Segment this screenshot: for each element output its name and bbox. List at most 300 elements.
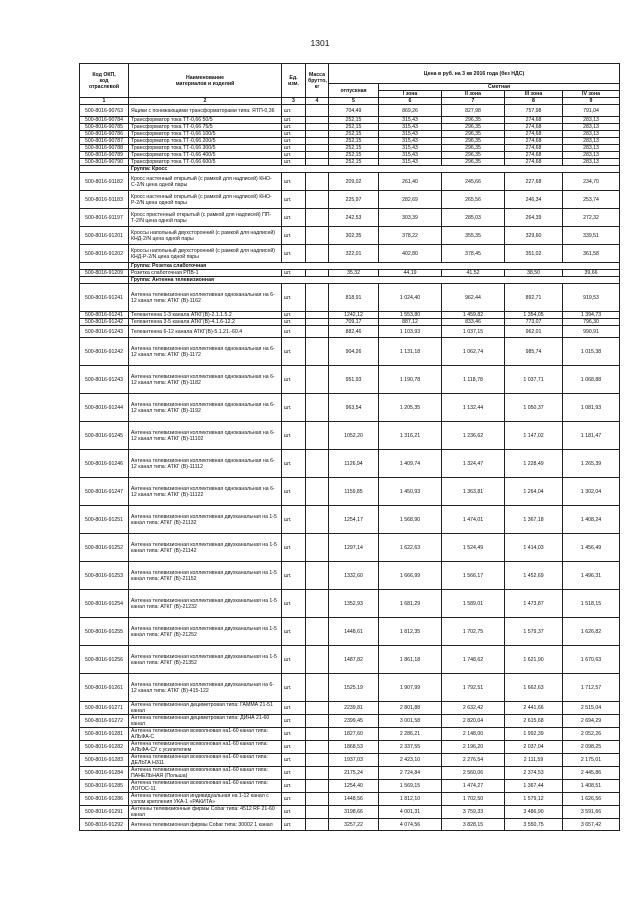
name-cell: Кроссы напольный двухсторонний (с рамкой для надписей) КНД-Р-2/N цена одной пары bbox=[129, 245, 282, 263]
zone3-price-cell: 246,34 bbox=[505, 191, 563, 209]
unit-cell: шт. bbox=[282, 117, 306, 124]
unit-cell: шт. bbox=[282, 105, 306, 117]
name-cell: Трансформатор тока ТТ-0,66 200/5 bbox=[129, 138, 282, 145]
zone4-price-cell: 361,58 bbox=[563, 245, 620, 263]
zone1-price-cell: 1 568,90 bbox=[379, 506, 442, 534]
zone1-price-cell: 1 681,29 bbox=[379, 590, 442, 618]
code-cell: 500-8016-90788 bbox=[80, 145, 129, 152]
unit-cell: шт. bbox=[282, 767, 306, 780]
code-cell: 500-8016-91254 bbox=[80, 590, 129, 618]
zone3-price-cell: 3 486,90 bbox=[505, 806, 563, 819]
zone2-price-cell: 2 196,20 bbox=[442, 741, 505, 754]
unit-cell: шт. bbox=[282, 270, 306, 277]
table-row bbox=[80, 338, 620, 366]
table-row bbox=[80, 646, 620, 674]
code-cell: 500-8016-90786 bbox=[80, 131, 129, 138]
zone1-price-cell: 261,40 bbox=[379, 173, 442, 191]
group-title: Группа: Розетка слаботочная bbox=[129, 263, 620, 270]
zone4-price-cell: 2 515,04 bbox=[563, 702, 620, 715]
zone1-price-cell: 282,69 bbox=[379, 191, 442, 209]
zone3-price-cell: 2 615,68 bbox=[505, 715, 563, 728]
code-cell: 500-8016-91197 bbox=[80, 209, 129, 227]
table-row bbox=[80, 728, 620, 741]
col-num: 6 bbox=[379, 98, 442, 105]
unit-cell: шт. bbox=[282, 209, 306, 227]
zone3-price-cell: 1 367,44 bbox=[505, 780, 563, 793]
name-cell: Кроссы напольный двухсторонний (с рамкой для надписей) КНД-2/N цена одной пары bbox=[129, 227, 282, 245]
zone3-price-cell: 1 414,03 bbox=[505, 534, 563, 562]
code-cell: 500-8016-91261 bbox=[80, 674, 129, 702]
mass-cell bbox=[306, 562, 329, 590]
zone2-price-cell: 296,35 bbox=[442, 159, 505, 166]
cell bbox=[80, 263, 129, 270]
zone3-price-cell: 1 050,37 bbox=[505, 394, 563, 422]
col-header-release: отпускная bbox=[329, 84, 379, 98]
release-price-cell: 225,97 bbox=[329, 191, 379, 209]
name-cell: Антенна телевизионная коллективная двухканальная на 1-5 канал типа: АТКГ (В)-21132 bbox=[129, 506, 282, 534]
unit-cell: шт. bbox=[282, 245, 306, 263]
table-row bbox=[80, 312, 620, 319]
unit-cell: шт. bbox=[282, 819, 306, 831]
zone4-price-cell: 2 052,26 bbox=[563, 728, 620, 741]
zone4-price-cell: 796,30 bbox=[563, 319, 620, 326]
code-cell: 500-8016-90789 bbox=[80, 152, 129, 159]
release-price-cell: 252,15 bbox=[329, 131, 379, 138]
col-num: 4 bbox=[306, 98, 329, 105]
name-cell: Антенна телевизионная индивидуальная на 1-12 канал с узлом крепления УКА-1 «РАКИТА» bbox=[129, 793, 282, 806]
column-number-row bbox=[80, 98, 620, 105]
zone1-price-cell: 1 103,93 bbox=[379, 326, 442, 338]
table-row bbox=[80, 819, 620, 831]
code-cell: 500-8016-91183 bbox=[80, 191, 129, 209]
zone4-price-cell: 2 694,29 bbox=[563, 715, 620, 728]
col-num: 7 bbox=[442, 98, 505, 105]
code-cell: 500-8016-91241 bbox=[80, 284, 129, 312]
mass-cell bbox=[306, 806, 329, 819]
table-row bbox=[80, 191, 620, 209]
zone2-price-cell: 1 324,47 bbox=[442, 450, 505, 478]
release-price-cell: 35,32 bbox=[329, 270, 379, 277]
name-cell: Кросс пристенный открытый (с рамкой для надписей) ПП-Т-2/N цена одной пары bbox=[129, 209, 282, 227]
zone3-price-cell: 274,68 bbox=[505, 159, 563, 166]
release-price-cell: 322,01 bbox=[329, 245, 379, 263]
unit-cell: шт. bbox=[282, 793, 306, 806]
zone2-price-cell: 2 632,42 bbox=[442, 702, 505, 715]
zone2-price-cell: 296,35 bbox=[442, 131, 505, 138]
code-cell: 500-8016-90785 bbox=[80, 124, 129, 131]
code-cell: 500-8016-91241 bbox=[80, 312, 129, 319]
unit-cell: шт. bbox=[282, 506, 306, 534]
zone4-price-cell: 283,13 bbox=[563, 117, 620, 124]
zone4-price-cell: 283,13 bbox=[563, 152, 620, 159]
name-cell: Антенна телевизионная всеволновая на1-60 канал типа: АЛЬФА-СУ с усилителем bbox=[129, 741, 282, 754]
code-cell: 500-8016-91245 bbox=[80, 422, 129, 450]
zone3-price-cell: 892,71 bbox=[505, 284, 563, 312]
release-price-cell: 252,15 bbox=[329, 124, 379, 131]
zone2-price-cell: 285,03 bbox=[442, 209, 505, 227]
zone3-price-cell: 1 354,05 bbox=[505, 312, 563, 319]
zone4-price-cell: 1 626,82 bbox=[563, 618, 620, 646]
release-price-cell: 1052,20 bbox=[329, 422, 379, 450]
mass-cell bbox=[306, 702, 329, 715]
zone3-price-cell: 2 037,04 bbox=[505, 741, 563, 754]
zone1-price-cell: 2 801,88 bbox=[379, 702, 442, 715]
release-price-cell: 252,15 bbox=[329, 145, 379, 152]
zone4-price-cell: 791,04 bbox=[563, 105, 620, 117]
zone3-price-cell: 1 579,12 bbox=[505, 793, 563, 806]
release-price-cell: 1937,03 bbox=[329, 754, 379, 767]
zone1-price-cell: 869,26 bbox=[379, 105, 442, 117]
zone4-price-cell: 1 015,38 bbox=[563, 338, 620, 366]
unit-cell: шт. bbox=[282, 326, 306, 338]
zone2-price-cell: 3 828,15 bbox=[442, 819, 505, 831]
zone4-price-cell: 990,91 bbox=[563, 326, 620, 338]
code-cell: 500-8016-91242 bbox=[80, 319, 129, 326]
zone1-price-cell: 887,12 bbox=[379, 319, 442, 326]
zone1-price-cell: 315,43 bbox=[379, 117, 442, 124]
zone2-price-cell: 2 148,00 bbox=[442, 728, 505, 741]
unit-cell: шт. bbox=[282, 674, 306, 702]
zone3-price-cell: 227,68 bbox=[505, 173, 563, 191]
name-cell: Телеантенна 3-5 канала АТКГ(В)-4.1.6-12.2 bbox=[129, 319, 282, 326]
zone2-price-cell: 378,45 bbox=[442, 245, 505, 263]
mass-cell bbox=[306, 117, 329, 124]
col-header-code: Код ОКП, код отраслевой bbox=[80, 64, 129, 98]
table-row bbox=[80, 741, 620, 754]
mass-cell bbox=[306, 145, 329, 152]
mass-cell bbox=[306, 754, 329, 767]
table-row bbox=[80, 270, 620, 277]
col-header-zone4: IV зона bbox=[563, 91, 620, 98]
unit-cell: шт. bbox=[282, 227, 306, 245]
zone3-price-cell: 351,02 bbox=[505, 245, 563, 263]
zone4-price-cell: 339,51 bbox=[563, 227, 620, 245]
zone1-price-cell: 1 450,93 bbox=[379, 478, 442, 506]
zone1-price-cell: 315,43 bbox=[379, 152, 442, 159]
zone1-price-cell: 315,43 bbox=[379, 145, 442, 152]
zone4-price-cell: 283,13 bbox=[563, 145, 620, 152]
zone4-price-cell: 1 408,24 bbox=[563, 506, 620, 534]
name-cell: Антенна телевизионная коллективная одноканальная на 6-12 канал типа: АТКГ (В)-11122 bbox=[129, 478, 282, 506]
zone4-price-cell: 1 456,49 bbox=[563, 534, 620, 562]
table-row bbox=[80, 394, 620, 422]
unit-cell: шт. bbox=[282, 284, 306, 312]
name-cell: Антенна телевизионная всеволновая на1-60 канал типа: АЛЬФА-С bbox=[129, 728, 282, 741]
table-row bbox=[80, 209, 620, 227]
unit-cell: шт. bbox=[282, 715, 306, 728]
table-body bbox=[80, 105, 620, 831]
release-price-cell: 709,17 bbox=[329, 319, 379, 326]
unit-cell: шт. bbox=[282, 754, 306, 767]
price-table bbox=[79, 63, 620, 831]
zone1-price-cell: 315,43 bbox=[379, 124, 442, 131]
zone2-price-cell: 1 589,01 bbox=[442, 590, 505, 618]
zone4-price-cell: 3 657,42 bbox=[563, 819, 620, 831]
release-price-cell: 1126,94 bbox=[329, 450, 379, 478]
name-cell: Антенна телевизионная коллективная двухканальная на 1-5 канал типа: АТКГ (В)-21152 bbox=[129, 562, 282, 590]
mass-cell bbox=[306, 793, 329, 806]
mass-cell bbox=[306, 728, 329, 741]
name-cell: Антенна телевизионная дециметровая типа: ГАММА 21-51 канал bbox=[129, 702, 282, 715]
mass-cell bbox=[306, 284, 329, 312]
unit-cell: шт. bbox=[282, 366, 306, 394]
unit-cell: шт. bbox=[282, 422, 306, 450]
zone2-price-cell: 1 062,74 bbox=[442, 338, 505, 366]
zone1-price-cell: 1 907,99 bbox=[379, 674, 442, 702]
zone4-price-cell: 919,53 bbox=[563, 284, 620, 312]
unit-cell: шт. bbox=[282, 124, 306, 131]
zone1-price-cell: 1 131,18 bbox=[379, 338, 442, 366]
group-row bbox=[80, 277, 620, 284]
mass-cell bbox=[306, 191, 329, 209]
release-price-cell: 2175,24 bbox=[329, 767, 379, 780]
table-row bbox=[80, 138, 620, 145]
zone1-price-cell: 315,43 bbox=[379, 138, 442, 145]
mass-cell bbox=[306, 319, 329, 326]
name-cell: Ящики с понижающими трансформаторами типа: ЯТП-0,36 bbox=[129, 105, 282, 117]
cell bbox=[80, 277, 129, 284]
mass-cell bbox=[306, 366, 329, 394]
name-cell: Трансформатор тока ТТ-0,66 600/5 bbox=[129, 159, 282, 166]
mass-cell bbox=[306, 173, 329, 191]
mass-cell bbox=[306, 767, 329, 780]
name-cell: Антенна телевизионная коллективная двухканальная на 1-5 канал типа: АТКГ (В)-21232 bbox=[129, 590, 282, 618]
table-row bbox=[80, 715, 620, 728]
unit-cell: шт. bbox=[282, 534, 306, 562]
zone1-price-cell: 1 666,99 bbox=[379, 562, 442, 590]
zone4-price-cell: 1 394,73 bbox=[563, 312, 620, 319]
zone1-price-cell: 2 286,21 bbox=[379, 728, 442, 741]
zone1-price-cell: 2 724,84 bbox=[379, 767, 442, 780]
zone3-price-cell: 274,68 bbox=[505, 152, 563, 159]
mass-cell bbox=[306, 741, 329, 754]
table-row bbox=[80, 159, 620, 166]
release-price-cell: 1448,61 bbox=[329, 618, 379, 646]
zone1-price-cell: 315,43 bbox=[379, 131, 442, 138]
col-num: 5 bbox=[329, 98, 379, 105]
table-row bbox=[80, 422, 620, 450]
mass-cell bbox=[306, 646, 329, 674]
unit-cell: шт. bbox=[282, 780, 306, 793]
zone4-price-cell: 1 181,47 bbox=[563, 422, 620, 450]
zone3-price-cell: 2 374,53 bbox=[505, 767, 563, 780]
unit-cell: шт. bbox=[282, 702, 306, 715]
table-row bbox=[80, 618, 620, 646]
name-cell: Антенна телевизионная всеволновая на1-60 канал типа: ЛОГОС-11 bbox=[129, 780, 282, 793]
zone2-price-cell: 1 792,51 bbox=[442, 674, 505, 702]
zone2-price-cell: 1 236,62 bbox=[442, 422, 505, 450]
unit-cell: шт. bbox=[282, 741, 306, 754]
zone2-price-cell: 1 459,82 bbox=[442, 312, 505, 319]
zone3-price-cell: 1 473,87 bbox=[505, 590, 563, 618]
release-price-cell: 242,53 bbox=[329, 209, 379, 227]
release-price-cell: 1827,60 bbox=[329, 728, 379, 741]
table-row bbox=[80, 145, 620, 152]
zone2-price-cell: 1 474,01 bbox=[442, 506, 505, 534]
mass-cell bbox=[306, 715, 329, 728]
col-header-estimate: Сметная bbox=[379, 84, 620, 91]
release-price-cell: 1254,17 bbox=[329, 506, 379, 534]
release-price-cell: 1254,40 bbox=[329, 780, 379, 793]
code-cell: 500-8016-91292 bbox=[80, 819, 129, 831]
table-row bbox=[80, 117, 620, 124]
unit-cell: шт. bbox=[282, 478, 306, 506]
zone4-price-cell: 2 098,25 bbox=[563, 741, 620, 754]
code-cell: 500-8016-91252 bbox=[80, 534, 129, 562]
zone4-price-cell: 1 302,04 bbox=[563, 478, 620, 506]
code-cell: 500-8016-91247 bbox=[80, 478, 129, 506]
code-cell: 500-8016-91253 bbox=[80, 562, 129, 590]
zone3-price-cell: 274,68 bbox=[505, 145, 563, 152]
zone2-price-cell: 3 759,33 bbox=[442, 806, 505, 819]
release-price-cell: 1448,56 bbox=[329, 793, 379, 806]
unit-cell: шт. bbox=[282, 618, 306, 646]
zone1-price-cell: 2 337,55 bbox=[379, 741, 442, 754]
group-row bbox=[80, 263, 620, 270]
unit-cell: шт. bbox=[282, 728, 306, 741]
zone2-price-cell: 1 118,78 bbox=[442, 366, 505, 394]
code-cell: 500-8016-91256 bbox=[80, 646, 129, 674]
table-row bbox=[80, 754, 620, 767]
table-row bbox=[80, 562, 620, 590]
zone4-price-cell: 1 081,93 bbox=[563, 394, 620, 422]
table-row bbox=[80, 534, 620, 562]
table-row bbox=[80, 173, 620, 191]
zone3-price-cell: 1 147,02 bbox=[505, 422, 563, 450]
name-cell: Антенны телевизионные фирмы Cobar типа: 4512 RF 21-60 канал bbox=[129, 806, 282, 819]
table-row bbox=[80, 105, 620, 117]
release-price-cell: 2399,45 bbox=[329, 715, 379, 728]
zone1-price-cell: 315,43 bbox=[379, 159, 442, 166]
zone3-price-cell: 1 367,18 bbox=[505, 506, 563, 534]
zone3-price-cell: 274,68 bbox=[505, 138, 563, 145]
zone2-price-cell: 41,52 bbox=[442, 270, 505, 277]
mass-cell bbox=[306, 506, 329, 534]
code-cell: 500-8016-90787 bbox=[80, 138, 129, 145]
zone3-price-cell: 757,98 bbox=[505, 105, 563, 117]
release-price-cell: 1352,93 bbox=[329, 590, 379, 618]
zone4-price-cell: 283,13 bbox=[563, 124, 620, 131]
table-row bbox=[80, 478, 620, 506]
group-row bbox=[80, 166, 620, 173]
zone2-price-cell: 296,35 bbox=[442, 138, 505, 145]
mass-cell bbox=[306, 674, 329, 702]
code-cell: 500-8016-91182 bbox=[80, 173, 129, 191]
zone4-price-cell: 283,13 bbox=[563, 138, 620, 145]
col-num: 2 bbox=[129, 98, 282, 105]
zone3-price-cell: 3 550,75 bbox=[505, 819, 563, 831]
zone2-price-cell: 1 748,62 bbox=[442, 646, 505, 674]
name-cell: Антенна телевизионная фирмы Cobar типа: 30002 1 канал bbox=[129, 819, 282, 831]
unit-cell: шт. bbox=[282, 562, 306, 590]
zone1-price-cell: 4 074,56 bbox=[379, 819, 442, 831]
code-cell: 500-8016-91251 bbox=[80, 506, 129, 534]
name-cell: Антенна телевизионная коллективная одноканальная на 6-12 канал типа: АТКГ (В)-11102 bbox=[129, 422, 282, 450]
zone2-price-cell: 265,56 bbox=[442, 191, 505, 209]
code-cell: 500-8016-91282 bbox=[80, 741, 129, 754]
zone3-price-cell: 38,50 bbox=[505, 270, 563, 277]
release-price-cell: 1525,19 bbox=[329, 674, 379, 702]
unit-cell: шт. bbox=[282, 191, 306, 209]
code-cell: 500-8016-90784 bbox=[80, 117, 129, 124]
release-price-cell: 209,02 bbox=[329, 173, 379, 191]
unit-cell: шт. bbox=[282, 338, 306, 366]
code-cell: 500-8016-91286 bbox=[80, 793, 129, 806]
zone3-price-cell: 329,60 bbox=[505, 227, 563, 245]
zone3-price-cell: 1 579,37 bbox=[505, 618, 563, 646]
release-price-cell: 252,15 bbox=[329, 152, 379, 159]
release-price-cell: 818,91 bbox=[329, 284, 379, 312]
zone4-price-cell: 3 591,66 bbox=[563, 806, 620, 819]
name-cell: Телеантенна 6-12 канала АТКГ(В)-5.1.21.-60.4 bbox=[129, 326, 282, 338]
zone4-price-cell: 234,70 bbox=[563, 173, 620, 191]
table-row bbox=[80, 506, 620, 534]
name-cell: Антенна телевизионная коллективная одноканальная на 6-12 канал типа: АТКГ (В)-1172 bbox=[129, 338, 282, 366]
release-price-cell: 904,26 bbox=[329, 338, 379, 366]
zone3-price-cell: 1 621,90 bbox=[505, 646, 563, 674]
col-header-zone2: II зона bbox=[442, 91, 505, 98]
zone4-price-cell: 1 265,39 bbox=[563, 450, 620, 478]
zone1-price-cell: 378,22 bbox=[379, 227, 442, 245]
zone2-price-cell: 296,35 bbox=[442, 145, 505, 152]
zone2-price-cell: 1 524,49 bbox=[442, 534, 505, 562]
name-cell: Кросс настенный открытый (с рамкой для надписей) КНО-С-2/N цена одной пары bbox=[129, 173, 282, 191]
name-cell: Трансформатор тока ТТ-0,66 75/5 bbox=[129, 124, 282, 131]
col-num: 8 bbox=[505, 98, 563, 105]
mass-cell bbox=[306, 270, 329, 277]
zone2-price-cell: 962,44 bbox=[442, 284, 505, 312]
zone1-price-cell: 2 423,10 bbox=[379, 754, 442, 767]
table-row bbox=[80, 767, 620, 780]
table-row bbox=[80, 245, 620, 263]
name-cell: Антенна телевизионная коллективная одноканальная на 6-12 канал типа: АТКГ (В)-11112 bbox=[129, 450, 282, 478]
zone1-price-cell: 303,39 bbox=[379, 209, 442, 227]
zone3-price-cell: 274,68 bbox=[505, 117, 563, 124]
code-cell: 500-8016-91246 bbox=[80, 450, 129, 478]
code-cell: 500-8016-91291 bbox=[80, 806, 129, 819]
zone2-price-cell: 1 363,81 bbox=[442, 478, 505, 506]
zone4-price-cell: 283,13 bbox=[563, 159, 620, 166]
mass-cell bbox=[306, 245, 329, 263]
zone2-price-cell: 355,35 bbox=[442, 227, 505, 245]
release-price-cell: 1159,85 bbox=[329, 478, 379, 506]
name-cell: Трансформатор тока ТТ-0,66 300/5 bbox=[129, 145, 282, 152]
zone1-price-cell: 1 861,18 bbox=[379, 646, 442, 674]
unit-cell: шт. bbox=[282, 394, 306, 422]
table-row bbox=[80, 124, 620, 131]
code-cell: 500-8016-91283 bbox=[80, 754, 129, 767]
code-cell: 500-8016-91272 bbox=[80, 715, 129, 728]
code-cell: 500-8016-90790 bbox=[80, 159, 129, 166]
zone1-price-cell: 402,80 bbox=[379, 245, 442, 263]
zone4-price-cell: 1 408,51 bbox=[563, 780, 620, 793]
table-row bbox=[80, 326, 620, 338]
table-row bbox=[80, 366, 620, 394]
name-cell: Антенна телевизионная коллективная двухканальная на 1-5 канал типа: АТКГ (В)-21252 bbox=[129, 618, 282, 646]
release-price-cell: 704,49 bbox=[329, 105, 379, 117]
zone2-price-cell: 2 820,04 bbox=[442, 715, 505, 728]
release-price-cell: 252,15 bbox=[329, 117, 379, 124]
zone3-price-cell: 274,68 bbox=[505, 124, 563, 131]
release-price-cell: 302,35 bbox=[329, 227, 379, 245]
release-price-cell: 1242,12 bbox=[329, 312, 379, 319]
col-header-unit: Ед. изм. bbox=[282, 64, 306, 98]
table-row bbox=[80, 152, 620, 159]
table-row bbox=[80, 319, 620, 326]
code-cell: 500-8016-91202 bbox=[80, 245, 129, 263]
name-cell: Антенна телевизионная коллективная одноканальная на 6-12 канал типа: АТКГ (В)-1162 bbox=[129, 284, 282, 312]
unit-cell: шт. bbox=[282, 646, 306, 674]
